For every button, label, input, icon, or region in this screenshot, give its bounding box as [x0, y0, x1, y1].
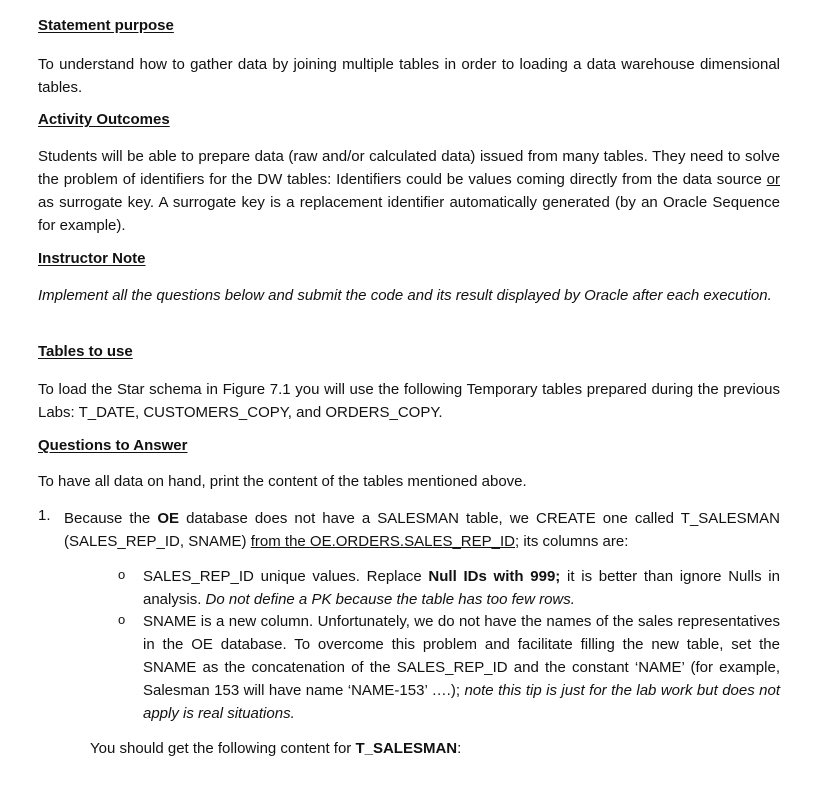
outcomes-text: [38, 145, 780, 237]
closing-text-1: You should get the following content for: [90, 740, 356, 757]
instructor-heading: Instructor Note: [38, 250, 146, 267]
bullet-2-marker: o: [118, 612, 126, 627]
q1-text-oe: OE: [157, 510, 180, 527]
bullet-2-text-italic: note this tip is just for the lab work but does not apply is real situations.: [143, 682, 781, 722]
q1-text-2: database does not have a SALESMAN table, we CREATE one called T_SALESMAN (SALES_REP_ID, SNAME): [64, 510, 781, 550]
bullet-1-text-1: SALES_REP_ID unique values. Replace: [143, 568, 429, 585]
bullet-2-text: [143, 610, 780, 725]
outcomes-text-1: Students will be able to prepare data (raw and/or calculated data) issued from many tables. They need to solve the problem of identifiers for the DW tables: Identifiers could be values coming directly from the data source: [38, 148, 780, 188]
tables-text: To load the Star schema in Figure 7.1 you will use the following Temporary tables prepared during the previous Labs: T_DATE, CUSTOMERS_COPY, and ORDERS_COPY.: [38, 381, 780, 421]
outcomes-text-2: as surrogate key. A surrogate key is a replacement identifier automatically generated (by an Oracle Sequence for example).: [38, 194, 780, 234]
q1-text-3: ; its columns are:: [515, 533, 629, 550]
closing-text-2: :: [457, 740, 462, 757]
questions-heading: Questions to Answer: [38, 437, 188, 454]
instructor-section: [38, 250, 780, 267]
purpose-section: [38, 17, 780, 34]
outcomes-text-or: or: [766, 171, 780, 188]
outcomes-heading: Activity Outcomes: [38, 111, 170, 128]
bullet-1-text: [143, 565, 780, 611]
purpose-heading: Statement purpose: [38, 17, 174, 34]
outcomes-section: [38, 111, 780, 128]
closing-text-bold: T_SALESMAN: [355, 740, 458, 757]
purpose-text: To understand how to gather data by joining multiple tables in order to loading a data warehouse dimensional tables.: [38, 56, 780, 96]
purpose-block: [38, 53, 780, 99]
bullet-1-text-italic: Do not define a PK because the table has too few rows.: [205, 591, 575, 608]
q1-text-1: Because the: [64, 510, 158, 527]
instructor-text: Implement all the questions below and submit the code and its result displayed by Oracle after each execution.: [38, 287, 772, 304]
tables-block: [38, 378, 780, 424]
questions-intro: To have all data on hand, print the content of the tables mentioned above.: [38, 473, 527, 490]
tables-section: [38, 343, 780, 360]
question-1-number: 1.: [38, 507, 51, 524]
closing-text: [90, 737, 780, 760]
instructor-block: [38, 284, 780, 307]
outcomes-block: [38, 145, 780, 237]
bullet-1-marker: o: [118, 567, 126, 582]
bullet-1-text-2: it is better than ignore Nulls in analysis.: [143, 568, 780, 608]
q1-text-source: from the OE.ORDERS.SALES_REP_ID: [250, 533, 515, 550]
bullet-2-text-1: SNAME is a new column. Unfortunately, we do not have the names of the sales representatives in the OE database. To overcome this problem and facilitate filling the new table, set the SNAME as the concatenation of the SALES_REP_ID and the constant ‘NAME’ (for example, Salesman 153 will have name ‘NAME-153’ ….);: [143, 613, 780, 699]
bullet-1-text-bold: Null IDs with 999;: [428, 568, 561, 585]
questions-intro-block: [38, 470, 780, 493]
tables-heading: Tables to use: [38, 343, 133, 360]
questions-section: [38, 437, 780, 454]
question-1-text: [64, 507, 780, 553]
